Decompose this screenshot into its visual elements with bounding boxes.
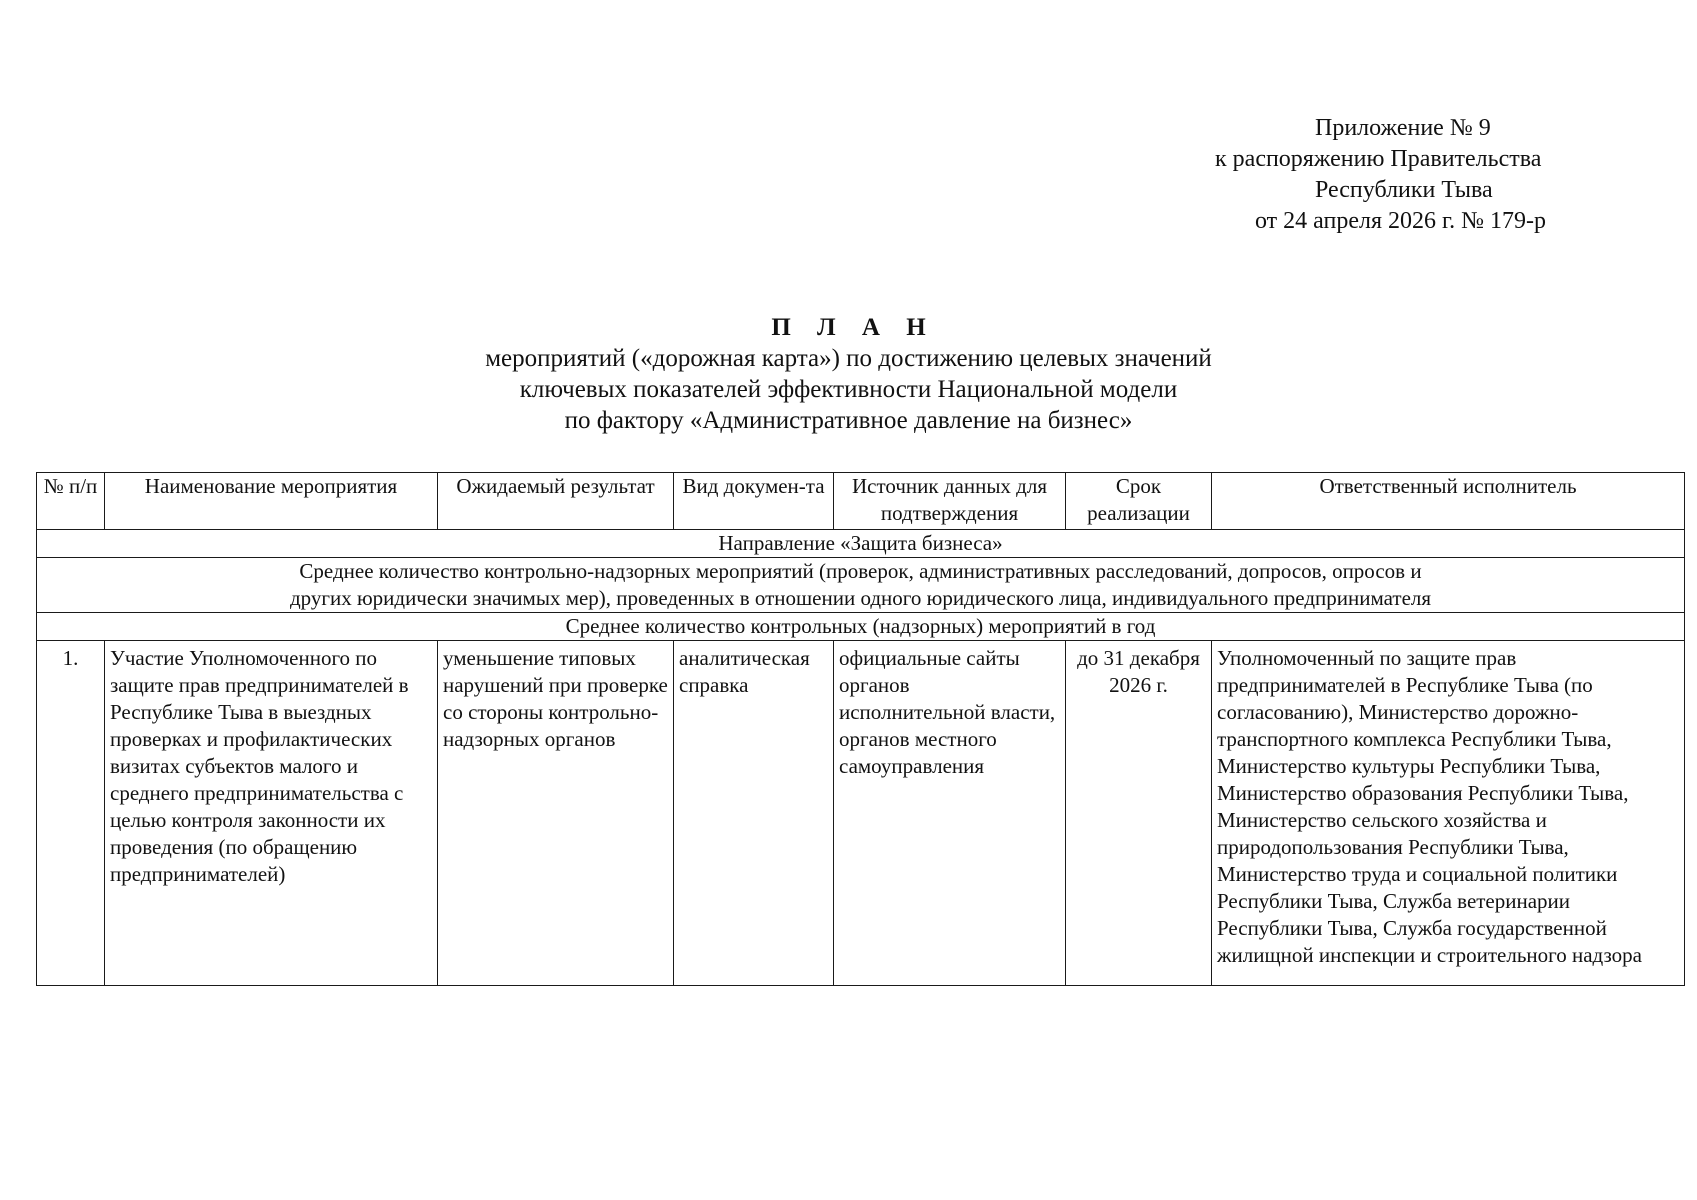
row-source: официальные сайты органов исполнительной власти, органов местного самоуправления xyxy=(834,641,1066,986)
plan-heading: П Л А Н xyxy=(771,314,936,341)
document-title xyxy=(0,312,1697,436)
row-doc: аналитическая справка xyxy=(674,641,834,986)
row-result: уменьшение типовых нарушений при проверке со стороны контрольно-надзорных органов xyxy=(438,641,674,986)
title-line-1: мероприятий («дорожная карта») по достижению целевых значений xyxy=(485,345,1212,372)
indicator-row xyxy=(37,558,1685,613)
row-name: Участие Уполномоченного по защите прав предпринимателей в Республике Тыва в выездных проверках и профилактических визитах субъектов малого и среднего предпринимательства с целью контроля законности их проведения (по обращению предпринимателей) xyxy=(105,641,438,986)
appendix-line-number: Приложение № 9 xyxy=(1315,115,1491,141)
indicator-cell: Среднее количество контрольно-надзорных мероприятий (проверок, административных расследований, допросов, опросов и других юридически значимых мер), проведенных в отношении одного юридического лица, индивидуального предпринимателя xyxy=(37,558,1685,613)
subindicator-cell: Среднее количество контрольных (надзорных) мероприятий в год xyxy=(37,613,1685,641)
header-num: № п/п xyxy=(37,473,105,530)
direction-row xyxy=(37,530,1685,558)
title-line-3: по фактору «Административное давление на бизнес» xyxy=(564,407,1133,434)
subindicator-row xyxy=(37,613,1685,641)
appendix-line-order: к распоряжению Правительства xyxy=(1215,146,1542,172)
header-result: Ожидаемый результат xyxy=(438,473,674,530)
header-source: Источник данных для подтверждения xyxy=(834,473,1066,530)
row-term: до 31 декабря 2026 г. xyxy=(1066,641,1212,986)
table-row xyxy=(37,641,1685,986)
table-header-row xyxy=(37,473,1685,530)
plan-table xyxy=(36,472,1685,986)
header-doc: Вид докумен-та xyxy=(674,473,834,530)
header-term: Срок реализации xyxy=(1066,473,1212,530)
row-responsible: Уполномоченный по защите прав предпринимателей в Республике Тыва (по согласованию), Министерство дорожно-транспортного комплекса Республики Тыва, Министерство культуры Республики Тыва, Министерство образования Республики Тыва, Министерство сельского хозяйства и природопользования Республики Тыва, Министерство труда и социальной политики Республики Тыва, Служба ветеринарии Республики Тыва, Служба государственной жилищной инспекции и строительного надзора xyxy=(1212,641,1685,986)
appendix-line-date: от 24 апреля 2026 г. № 179-р xyxy=(1255,208,1547,234)
appendix-block xyxy=(1215,113,1645,237)
row-num: 1. xyxy=(37,641,105,986)
title-line-2: ключевых показателей эффективности Национальной модели xyxy=(519,376,1178,403)
header-name: Наименование мероприятия xyxy=(105,473,438,530)
header-responsible: Ответственный исполнитель xyxy=(1212,473,1685,530)
direction-cell: Направление «Защита бизнеса» xyxy=(37,530,1685,558)
appendix-line-republic: Республики Тыва xyxy=(1315,177,1493,203)
